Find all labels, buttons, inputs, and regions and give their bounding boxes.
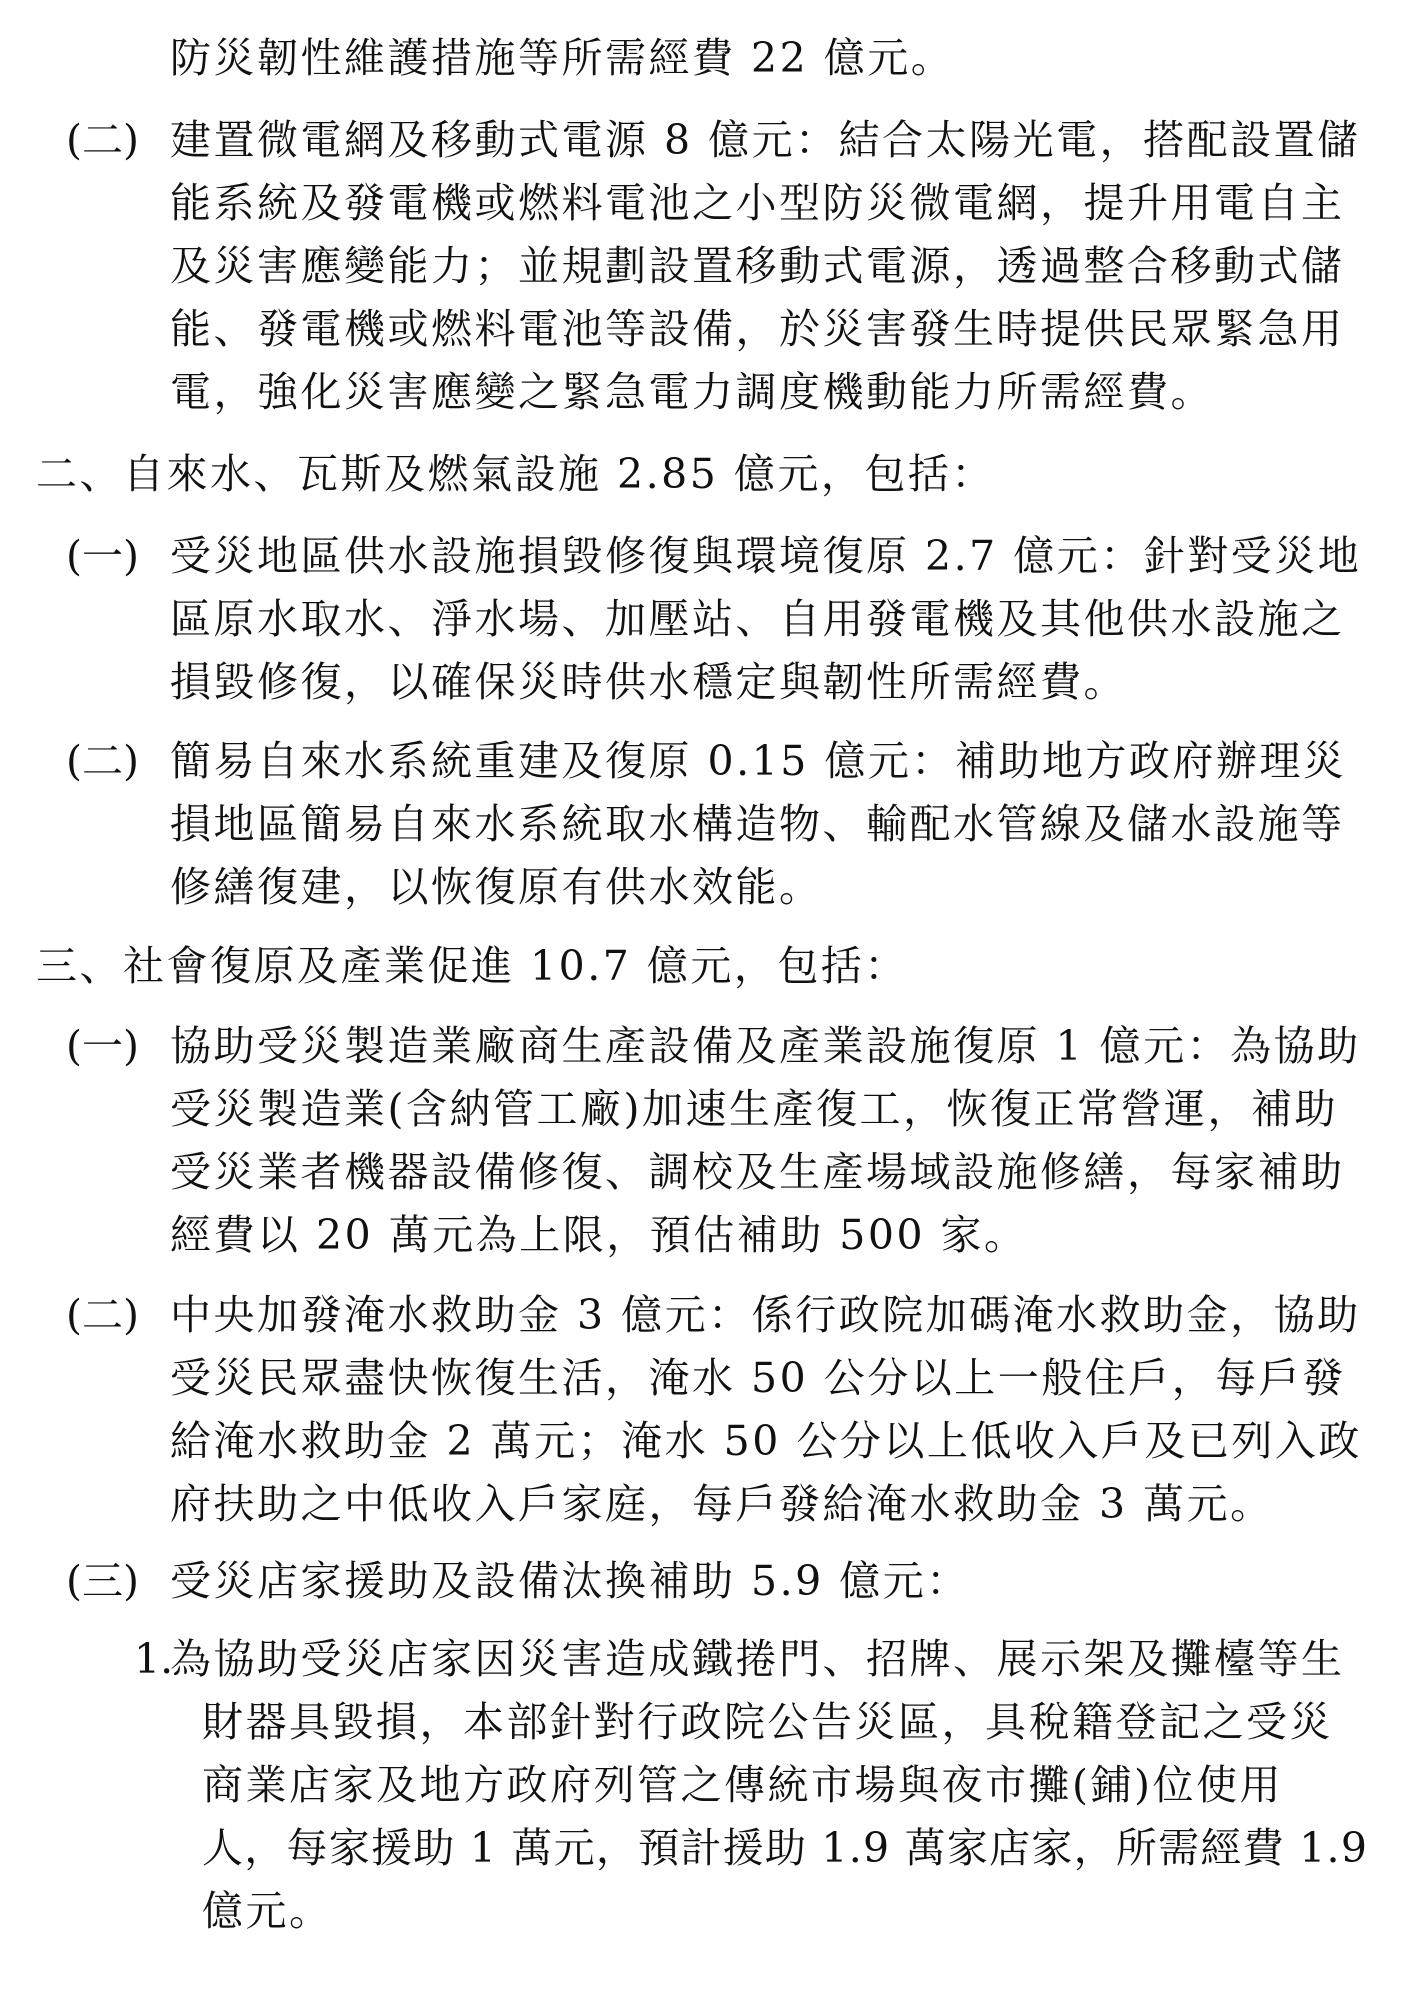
paragraph-line: 人，每家援助 1 萬元，預計援助 1.9 萬家店家，所需經費 1.9	[202, 1824, 1369, 1872]
paragraph-line: 受災地區供水設施損毀修復與環境復原 2.7 億元：針對受災地	[170, 532, 1362, 580]
paragraph-line: 區原水取水、淨水場、加壓站、自用發電機及其他供水設施之	[170, 595, 1345, 643]
item-label: (二)	[66, 1291, 139, 1339]
paragraph-line: 府扶助之中低收入戶家庭，每戶發給淹水救助金 3 萬元。	[170, 1480, 1274, 1528]
paragraph-line: 商業店家及地方政府列管之傳統市場與夜市攤(鋪)位使用	[202, 1761, 1283, 1809]
paragraph-line: 及災害應變能力；並規劃設置移動式電源，透過整合移動式儲	[170, 242, 1345, 290]
paragraph-line: 為協助受災店家因災害造成鐵捲門、招牌、展示架及攤檯等生	[170, 1635, 1345, 1683]
paragraph-line: 財器具毀損，本部針對行政院公告災區，具稅籍登記之受災	[202, 1698, 1333, 1746]
paragraph-line: 修繕復建，以恢復原有供水效能。	[170, 863, 823, 911]
paragraph-line: 能系統及發電機或燃料電池之小型防災微電網，提升用電自主	[170, 179, 1345, 227]
paragraph-line: 億元。	[202, 1887, 333, 1935]
paragraph-line: 受災民眾盡快恢復生活，淹水 50 公分以上一般住戶，每戶發	[170, 1354, 1346, 1402]
item-label: (一)	[66, 532, 139, 580]
paragraph-line: 受災店家援助及設備汰換補助 5.9 億元：	[170, 1557, 970, 1605]
paragraph-line: 給淹水救助金 2 萬元；淹水 50 公分以上低收入戶及已列入政	[170, 1417, 1362, 1465]
paragraph-line: 損毀修復，以確保災時供水穩定與韌性所需經費。	[170, 658, 1127, 706]
item-label: (二)	[66, 737, 139, 785]
item-label: (三)	[66, 1557, 139, 1605]
section-heading: 三、社會復原及產業促進 10.7 億元，包括：	[36, 942, 908, 990]
section-heading: 二、自來水、瓦斯及燃氣設施 2.85 億元，包括：	[36, 450, 995, 498]
item-label: (一)	[66, 1022, 139, 1070]
paragraph-line: 受災製造業(含納管工廠)加速生產復工，恢復正常營運，補助	[170, 1085, 1338, 1133]
subitem-label: 1.	[134, 1635, 174, 1683]
paragraph-line: 電，強化災害應變之緊急電力調度機動能力所需經費。	[170, 368, 1214, 416]
paragraph-line: 中央加發淹水救助金 3 億元：係行政院加碼淹水救助金，協助	[170, 1291, 1361, 1339]
paragraph-line: 經費以 20 萬元為上限，預估補助 500 家。	[170, 1211, 1028, 1259]
paragraph-line: 建置微電網及移動式電源 8 億元：結合太陽光電，搭配設置儲	[170, 116, 1361, 164]
item-label: (二)	[66, 116, 139, 164]
continuation-line: 防災韌性維護措施等所需經費 22 億元。	[170, 34, 955, 82]
paragraph-line: 受災業者機器設備修復、調校及生產場域設施修繕，每家補助	[170, 1148, 1345, 1196]
paragraph-line: 損地區簡易自來水系統取水構造物、輸配水管線及儲水設施等	[170, 800, 1345, 848]
paragraph-line: 簡易自來水系統重建及復原 0.15 億元：補助地方政府辦理災	[170, 737, 1347, 785]
paragraph-line: 協助受災製造業廠商生產設備及產業設施復原 1 億元：為協助	[170, 1022, 1361, 1070]
paragraph-line: 能、發電機或燃料電池等設備，於災害發生時提供民眾緊急用	[170, 305, 1345, 353]
